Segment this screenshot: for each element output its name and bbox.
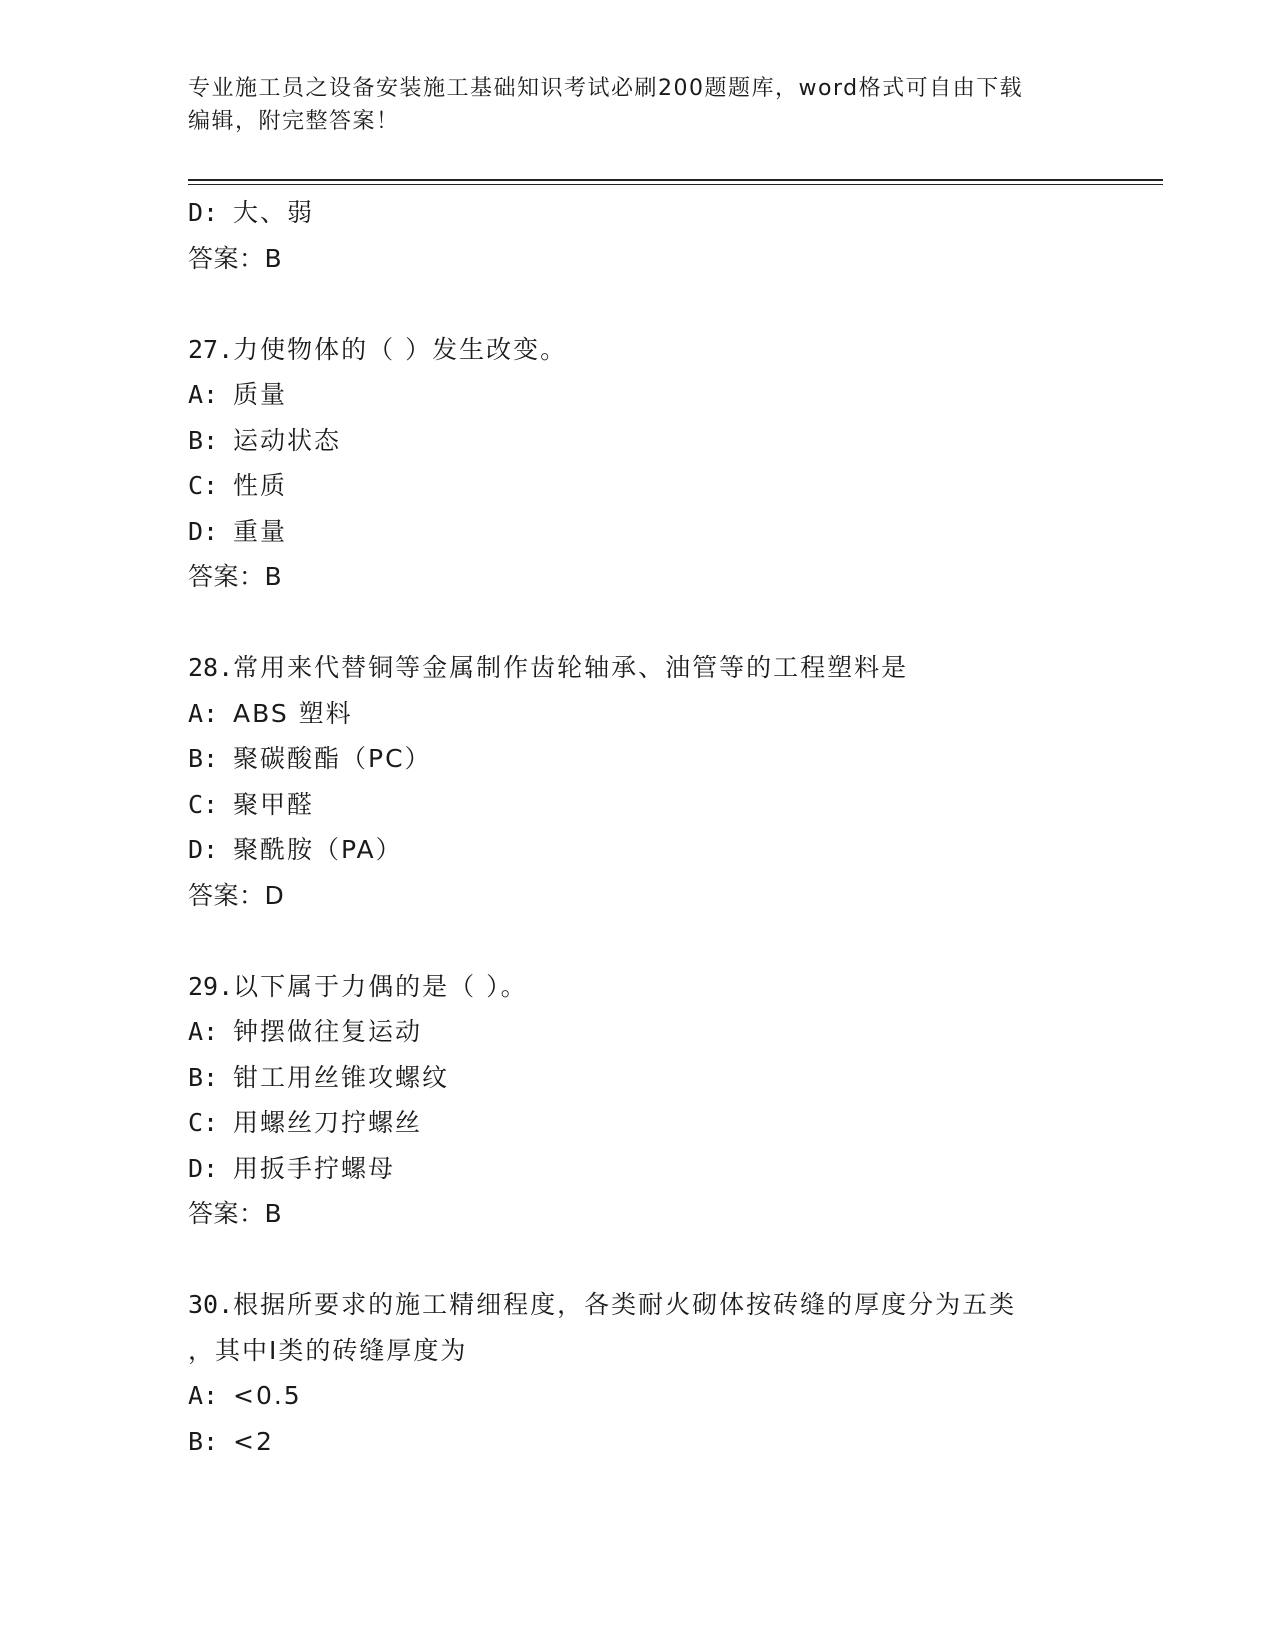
option-text: 性质 (233, 471, 288, 500)
option-label: B: (188, 1426, 219, 1456)
option-label: A: (188, 1017, 219, 1046)
spacer (188, 1237, 1163, 1283)
answer: 答案：B (188, 243, 283, 273)
header-line-1: 专业施工员之设备安装施工基础知识考试必刷200题题库，word格式可自由下载 (188, 76, 1024, 101)
option-text: <0.5 (233, 1381, 302, 1410)
option-text: 用螺丝刀拧螺丝 (233, 1108, 423, 1137)
option-label: A: (188, 1381, 219, 1410)
option-b (188, 736, 1163, 782)
option-label: C: (188, 789, 219, 819)
answer: 答案：B (188, 562, 283, 591)
option-label: A: (188, 380, 219, 409)
question-number: 28. (188, 653, 234, 682)
option-label: D: (188, 1153, 219, 1183)
option-a (188, 1373, 1163, 1419)
question-30-stem (188, 1282, 1163, 1328)
spacer (188, 600, 1163, 646)
option-d (188, 827, 1163, 873)
option-a (188, 372, 1163, 418)
option-text: 质量 (233, 380, 288, 409)
option-label: B: (188, 425, 219, 455)
spacer (188, 918, 1163, 964)
option-label: D: (188, 835, 219, 864)
answer: 答案：B (188, 1199, 283, 1228)
header-divider (188, 179, 1163, 185)
option-text: 重量 (233, 516, 288, 546)
answer: 答案：D (188, 880, 285, 910)
question-text: 根据所要求的施工精细程度，各类耐火砌体按砖缝的厚度分为五类 (233, 1290, 1017, 1319)
option-text: 钳工用丝锥攻螺纹 (233, 1062, 450, 1092)
question-30-stem-continued: ，其中Ⅰ类的砖缝厚度为 (188, 1335, 468, 1365)
option-b (188, 1419, 1163, 1465)
question-text: 常用来代替铜等金属制作齿轮轴承、油管等的工程塑料是 (233, 653, 909, 682)
option-text: 运动状态 (233, 425, 342, 455)
option-b (188, 1055, 1163, 1101)
option-text: ABS 塑料 (233, 698, 353, 728)
option-a (188, 1009, 1163, 1055)
question-number: 30. (188, 1290, 234, 1319)
option-label: D: (188, 516, 219, 546)
option-text: 钟摆做往复运动 (233, 1017, 423, 1046)
question-text: 以下属于力偶的是（ ）。 (233, 971, 528, 1001)
option-label: D: (188, 198, 219, 227)
option-text: 大、弱 (233, 198, 315, 227)
option-c (188, 782, 1163, 828)
question-29-stem (188, 964, 1163, 1010)
header-line-2: 编辑，附完整答案！ (188, 109, 400, 134)
option-text: 聚酰胺（PA） (233, 835, 403, 864)
option-label: B: (188, 1062, 219, 1092)
option-a (188, 691, 1163, 737)
option-text: 聚碳酸酯（PC） (233, 744, 432, 773)
option-text: 聚甲醛 (233, 789, 315, 819)
document-body (188, 190, 1163, 1464)
question-28-stem (188, 645, 1163, 691)
option-text: <2 (233, 1426, 274, 1456)
option-d (188, 190, 1163, 236)
option-label: B: (188, 744, 219, 773)
option-c (188, 463, 1163, 509)
question-number: 29. (188, 971, 234, 1001)
option-label: A: (188, 698, 219, 728)
question-number: 27. (188, 334, 234, 364)
option-label: C: (188, 471, 219, 500)
option-d (188, 1146, 1163, 1192)
page-header (188, 72, 1088, 138)
spacer (188, 281, 1163, 327)
option-label: C: (188, 1108, 219, 1137)
question-27-stem (188, 327, 1163, 373)
option-d (188, 509, 1163, 555)
option-text: 用扳手拧螺母 (233, 1153, 396, 1183)
option-b (188, 418, 1163, 464)
question-text: 力使物体的（ ）发生改变。 (233, 334, 568, 364)
option-c (188, 1100, 1163, 1146)
